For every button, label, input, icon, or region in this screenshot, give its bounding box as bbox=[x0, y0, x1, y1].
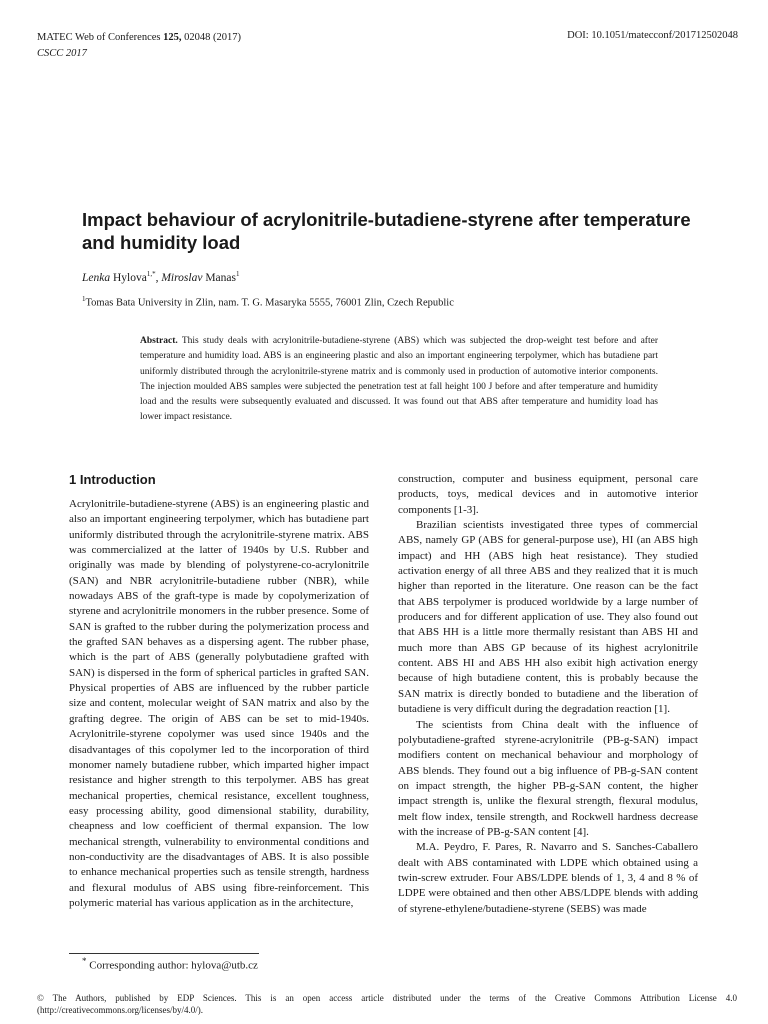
author-1-given: Lenka bbox=[82, 271, 111, 284]
abstract-text: This study deals with acrylonitrile-butadiene-styrene (ABS) which was subjected the drop-weight test before and after temperature and humidity load. ABS is an engineering plastic and also an important engineering terpolymer, which has butadiene part uniformly distributed through the acrylonitrile-styrene matrix and is commonly used in production of automotive interior components. The injection moulded ABS samples were subjected the penetration test at fall height 100 J before and after temperature and humidity load and the results were subsequently evaluated and discussed. It was found out that ABS after temperature and humidity load has lower impact resistance. bbox=[140, 336, 658, 423]
author-2-family: Manas bbox=[205, 271, 236, 284]
doi-link[interactable]: DOI: 10.1051/matecconf/201712502048 bbox=[567, 30, 738, 41]
license-notice: © The Authors, published by EDP Sciences. This is an open access article distributed under the terms of the Creative Commons Attribution License 4.0 (http://creativecommons.org/licenses/by/4.0/). bbox=[37, 993, 737, 1015]
abstract-label: Abstract. bbox=[140, 336, 178, 346]
journal-name: MATEC Web of Conferences bbox=[37, 32, 161, 43]
footnote-text: Corresponding author: hylova@utb.cz bbox=[89, 959, 258, 972]
author-1-affil-mark: 1,* bbox=[146, 270, 156, 278]
affiliation bbox=[82, 295, 454, 309]
paragraph: Brazilian scientists investigated three types of commercial ABS, namely GP (ABS for general-purpose use), HI (an ABS high impact) and HH (ABS high heat resistance). They studied activation energy of all three ABS and they realized that it is much higher than reported in the literature. One reason can be the fact that ABS terpolymer is produced worldwide by a large number of producers and for different application of use. They also found out that ABS HH is a little more thermally resistant than ABS HI and much more than ABS GP because of its highest acrylonitrile content. ABS HI and ABS HH also exibit high activation energy because of high butadiene content, this is probably because the SAN matrix is directly bonded to butadiene and the liberation of butadiene is very difficult during the degradation reaction [1]. bbox=[398, 519, 698, 716]
paragraph: construction, computer and business equipment, personal care products, toys, medical devices and in automotive interior components [1-3]. bbox=[398, 473, 698, 516]
footnote bbox=[82, 956, 258, 972]
right-column bbox=[398, 472, 698, 917]
running-header bbox=[37, 30, 241, 62]
author-list: Lenka Hylova$^{1,*}$, Miroslav Manas$^1$ bbox=[82, 270, 240, 284]
author-1-family: Hylova bbox=[112, 271, 147, 284]
volume-number: 125, bbox=[163, 32, 182, 43]
author-2-given: Miroslav bbox=[161, 271, 203, 284]
abstract bbox=[140, 334, 658, 426]
footnote-mark: * bbox=[82, 956, 87, 966]
section-heading: 1 Introduction bbox=[69, 472, 156, 487]
article-number: 02048 (2017) bbox=[184, 32, 241, 43]
conference-tag: CSCC 2017 bbox=[37, 48, 87, 59]
paragraph: M.A. Peydro, F. Pares, R. Navarro and S. Sanches-Caballero dealt with ABS contaminated with LDPE which obtained using a twin-screw extruder. Four ABS/LDPE blends of 1, 3, 4 and 8 % of LDPE were obtained and then other ABS/LDPE blends with adding of styrene-ethylene/butadiene-styrene (SEBS) was made bbox=[398, 841, 698, 915]
paragraph: The scientists from China dealt with the influence of polybutadiene-grafted styrene-acrylonitrile (PB-g-SAN) impact modifiers content on mechanical behaviour and morphology of ABS blends. They found out a big influence of PB-g-SAN content on impact strength, the higher PB-g-SAN content, the higher impact strength is, unlike the flexural strength, flexural modulus, melt flow index, tensile strength, and Rockwell hardness decrease with the increase of PB-g-SAN content [4]. bbox=[398, 718, 698, 838]
left-column bbox=[69, 472, 369, 911]
paper-title: Impact behaviour of acrylonitrile-butadiene-styrene after temperature and humidity load bbox=[82, 209, 691, 253]
footnote-divider bbox=[69, 953, 259, 954]
author-2-affil-mark: 1 bbox=[236, 270, 240, 278]
journal-line bbox=[37, 30, 241, 46]
affiliation-mark: 1 bbox=[82, 295, 86, 303]
paragraph: Acrylonitrile-butadiene-styrene (ABS) is an engineering plastic and also an important engineering terpolymer, which has butadiene part uniformly distributed through the acrylonitrile-styrene matrix. ABS was commercialized at the latter of 1940s by U.S. Rubber and originally was made by blending of polystyrene-co-acrylonitrile (SAN) and NBR acrylonitrile-butadiene rubber (NBR), while nowadays ABS of the graft-type is made by copolymerization of styrene and acrylonitrile monomers in the rubber presence. Some of SAN is grafted to the rubber during the polymerization process and the grafted SAN behaves as a dispersing agent. The rubber phase, which is the part of ABS (generally polybutadiene grafted with SAN) is dispersed in the form of spherical particles in grafted SAN. Physical properties of ABS are influenced by the rubber particle size and content, molecular weight of SAN matrix and also by the grafting degree. The origin of ABS can be set to mid-1940s. Acrylonitrile-styrene copolymer was used since 1940s and the disadvantages of this copolymer led to the incorporation of third monomer namely butadiene rubber, which imparted higher impact resistance and higher strength to this terpolymer. ABS has great mechanical properties, chemical resistance, excellent toughness, easy processing ability, good dimensional stability, durability, cheapness and low coefficient of thermal expansion. The low mechanical strength, vulnerability to environmental conditions and non-conductivity are the disadvantages of ABS. It is also possible to enhance mechanical properties such as tensile strength, hardness and flexural modulus of ABS using fibre-reinforcement. This polymeric material has various application as in the architecture, bbox=[69, 498, 369, 909]
affiliation-text: Tomas Bata University in Zlin, nam. T. G. Masaryka 5555, 76001 Zlin, Czech Republic bbox=[85, 297, 454, 309]
